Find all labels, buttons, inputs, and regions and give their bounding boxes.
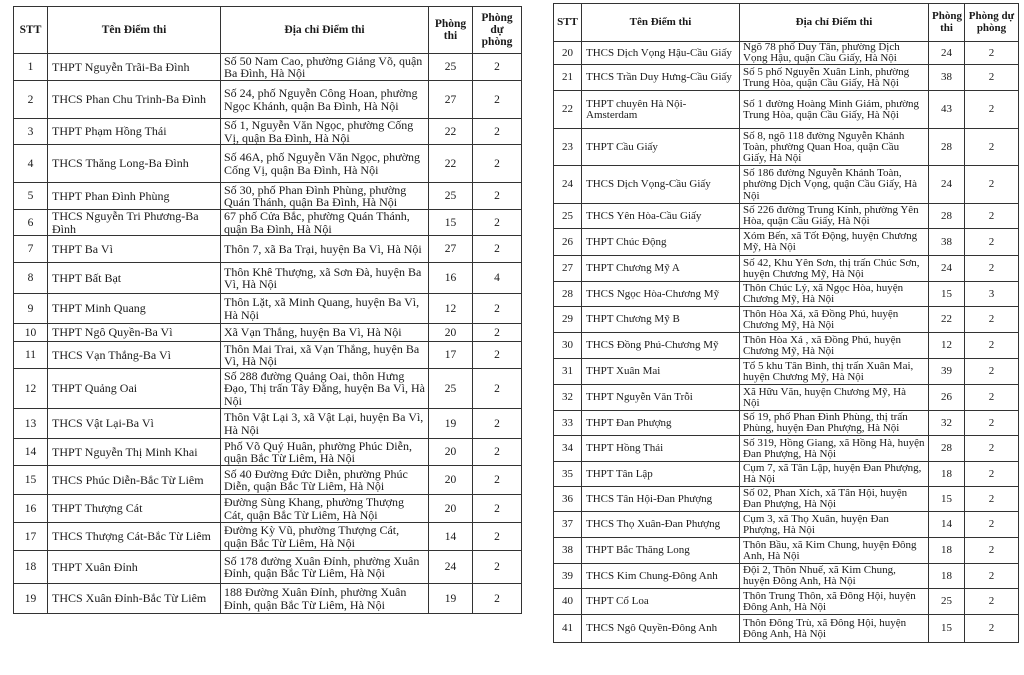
table-row bbox=[554, 307, 1019, 333]
rooms-cell: 24 bbox=[429, 551, 473, 584]
stt-cell: 17 bbox=[14, 523, 48, 551]
stt-cell: 5 bbox=[14, 183, 48, 210]
table-row bbox=[14, 466, 522, 495]
table-row bbox=[14, 183, 522, 210]
site-address-cell: Số 30, phố Phan Đình Phùng, phường Quán Thánh, quận Ba Đình, Hà Nội bbox=[221, 183, 429, 210]
stt-cell: 35 bbox=[554, 462, 582, 487]
site-address-cell: Thôn Hòa Xá, xã Đồng Phú, huyện Chương Mỹ, Hà Nội bbox=[740, 307, 929, 333]
table-row bbox=[14, 523, 522, 551]
site-address-cell: Số 8, ngõ 118 đường Nguyễn Khánh Toàn, phường Quan Hoa, quận Cầu Giấy, Hà Nội bbox=[740, 129, 929, 166]
site-address-cell: Tổ 5 khu Tân Bình, thị trấn Xuân Mai, huyện Chương Mỹ, Hà Nội bbox=[740, 359, 929, 385]
reserve-rooms-cell: 2 bbox=[473, 409, 522, 439]
reserve-rooms-cell: 2 bbox=[965, 307, 1019, 333]
site-address-cell: Phố Võ Quý Huân, phường Phúc Diễn, quận Bắc Từ Liêm, Hà Nội bbox=[221, 439, 429, 466]
header-address: Địa chỉ Điểm thi bbox=[740, 4, 929, 42]
site-name-cell: THPT Nguyễn Trãi-Ba Đình bbox=[48, 54, 221, 81]
stt-cell: 31 bbox=[554, 359, 582, 385]
header-row bbox=[14, 7, 522, 54]
reserve-rooms-cell: 2 bbox=[473, 342, 522, 369]
stt-cell: 11 bbox=[14, 342, 48, 369]
site-address-cell: Số 226 đường Trung Kính, phường Yên Hòa, quận Cầu Giấy, Hà Nội bbox=[740, 204, 929, 229]
table-row bbox=[14, 54, 522, 81]
site-address-cell: Đường Kỳ Vũ, phường Thượng Cát, quận Bắc Từ Liêm, Hà Nội bbox=[221, 523, 429, 551]
site-name-cell: THCS Dịch Vọng-Cầu Giấy bbox=[582, 166, 740, 204]
table-row bbox=[554, 512, 1019, 538]
rooms-cell: 38 bbox=[929, 229, 965, 256]
stt-cell: 29 bbox=[554, 307, 582, 333]
reserve-rooms-cell: 2 bbox=[965, 333, 1019, 359]
site-address-cell: Thôn Bầu, xã Kim Chung, huyện Đông Anh, Hà Nội bbox=[740, 538, 929, 564]
rooms-cell: 25 bbox=[429, 54, 473, 81]
stt-cell: 28 bbox=[554, 282, 582, 307]
reserve-rooms-cell: 2 bbox=[965, 256, 1019, 282]
reserve-rooms-cell: 2 bbox=[473, 551, 522, 584]
left-table-panel bbox=[13, 6, 521, 614]
reserve-rooms-cell: 2 bbox=[473, 439, 522, 466]
table-row bbox=[554, 411, 1019, 436]
reserve-rooms-cell: 2 bbox=[965, 385, 1019, 411]
stt-cell: 41 bbox=[554, 615, 582, 643]
site-address-cell: Số 1 đường Hoàng Minh Giám, phường Trung Hòa, quận Cầu Giấy, Hà Nội bbox=[740, 91, 929, 129]
rooms-cell: 14 bbox=[929, 512, 965, 538]
site-name-cell: THCS Xuân Đỉnh-Bắc Từ Liêm bbox=[48, 584, 221, 614]
rooms-cell: 15 bbox=[929, 487, 965, 512]
reserve-rooms-cell: 2 bbox=[473, 210, 522, 236]
table-row bbox=[14, 210, 522, 236]
reserve-rooms-cell: 2 bbox=[965, 229, 1019, 256]
site-address-cell: 67 phố Cửa Bắc, phường Quán Thánh, quận Ba Đình, Hà Nội bbox=[221, 210, 429, 236]
site-name-cell: THCS Trần Duy Hưng-Cầu Giấy bbox=[582, 65, 740, 91]
reserve-rooms-cell: 2 bbox=[473, 119, 522, 145]
site-address-cell: Thôn Mai Trai, xã Vạn Thắng, huyện Ba Vì, Hà Nội bbox=[221, 342, 429, 369]
site-name-cell: THCS Phúc Diễn-Bắc Từ Liêm bbox=[48, 466, 221, 495]
reserve-rooms-cell: 2 bbox=[473, 236, 522, 263]
site-address-cell: Ngõ 78 phố Duy Tân, phường Dịch Vọng Hậu, quận Cầu Giấy, Hà Nội bbox=[740, 42, 929, 65]
rooms-cell: 24 bbox=[929, 256, 965, 282]
table-row bbox=[554, 65, 1019, 91]
rooms-cell: 22 bbox=[429, 145, 473, 183]
table-row bbox=[14, 369, 522, 409]
stt-cell: 24 bbox=[554, 166, 582, 204]
site-address-cell: Thôn Vật Lại 3, xã Vật Lại, huyện Ba Vì, Hà Nội bbox=[221, 409, 429, 439]
site-address-cell: Đường Sùng Khang, phường Thượng Cát, quận Bắc Từ Liêm, Hà Nội bbox=[221, 495, 429, 523]
site-name-cell: THPT Cổ Loa bbox=[582, 589, 740, 615]
reserve-rooms-cell: 2 bbox=[965, 42, 1019, 65]
table-row bbox=[554, 282, 1019, 307]
site-name-cell: THCS Ngọc Hòa-Chương Mỹ bbox=[582, 282, 740, 307]
site-name-cell: THCS Kim Chung-Đông Anh bbox=[582, 564, 740, 589]
site-address-cell: Số 319, Hồng Giang, xã Hồng Hà, huyện Đan Phượng, Hà Nội bbox=[740, 436, 929, 462]
reserve-rooms-cell: 2 bbox=[965, 564, 1019, 589]
header-name: Tên Điểm thi bbox=[582, 4, 740, 42]
site-address-cell: Số 1, Nguyễn Văn Ngọc, phường Cống Vị, quận Ba Đình, Hà Nội bbox=[221, 119, 429, 145]
site-name-cell: THPT Nguyễn Thị Minh Khai bbox=[48, 439, 221, 466]
reserve-rooms-cell: 2 bbox=[965, 359, 1019, 385]
rooms-cell: 20 bbox=[429, 495, 473, 523]
table-row bbox=[14, 145, 522, 183]
site-name-cell: THPT Đan Phượng bbox=[582, 411, 740, 436]
reserve-rooms-cell: 2 bbox=[473, 81, 522, 119]
site-name-cell: THPT Xuân Mai bbox=[582, 359, 740, 385]
rooms-cell: 27 bbox=[429, 236, 473, 263]
stt-cell: 25 bbox=[554, 204, 582, 229]
reserve-rooms-cell: 2 bbox=[965, 538, 1019, 564]
stt-cell: 1 bbox=[14, 54, 48, 81]
site-name-cell: THCS Nguyễn Tri Phương-Ba Đình bbox=[48, 210, 221, 236]
reserve-rooms-cell: 2 bbox=[965, 129, 1019, 166]
site-name-cell: THPT Cầu Giấy bbox=[582, 129, 740, 166]
site-address-cell: Số 5 phố Nguyễn Xuân Linh, phường Trung Hòa, quận Cầu Giấy, Hà Nội bbox=[740, 65, 929, 91]
table-row bbox=[14, 324, 522, 342]
header-stt: STT bbox=[14, 7, 48, 54]
stt-cell: 32 bbox=[554, 385, 582, 411]
stt-cell: 40 bbox=[554, 589, 582, 615]
rooms-cell: 25 bbox=[929, 589, 965, 615]
site-name-cell: THPT Tân Lập bbox=[582, 462, 740, 487]
site-address-cell: Thôn Hòa Xá , xã Đồng Phú, huyện Chương Mỹ, Hà Nội bbox=[740, 333, 929, 359]
stt-cell: 14 bbox=[14, 439, 48, 466]
rooms-cell: 19 bbox=[429, 584, 473, 614]
rooms-cell: 15 bbox=[429, 210, 473, 236]
table-row bbox=[554, 615, 1019, 643]
header-reserve: Phòng dự phòng bbox=[473, 7, 522, 54]
rooms-cell: 43 bbox=[929, 91, 965, 129]
stt-cell: 37 bbox=[554, 512, 582, 538]
reserve-rooms-cell: 2 bbox=[965, 487, 1019, 512]
stt-cell: 36 bbox=[554, 487, 582, 512]
site-address-cell: Số 24, phố Nguyễn Công Hoan, phường Ngọc Khánh, quận Ba Đình, Hà Nội bbox=[221, 81, 429, 119]
stt-cell: 13 bbox=[14, 409, 48, 439]
stt-cell: 3 bbox=[14, 119, 48, 145]
site-name-cell: THPT Quảng Oai bbox=[48, 369, 221, 409]
header-address: Địa chỉ Điểm thi bbox=[221, 7, 429, 54]
reserve-rooms-cell: 2 bbox=[965, 65, 1019, 91]
rooms-cell: 27 bbox=[429, 81, 473, 119]
header-name: Tên Điểm thi bbox=[48, 7, 221, 54]
header-rooms: Phòng thi bbox=[429, 7, 473, 54]
table-row bbox=[14, 263, 522, 294]
site-name-cell: THCS Vạn Thắng-Ba Vì bbox=[48, 342, 221, 369]
site-name-cell: THCS Dịch Vọng Hậu-Cầu Giấy bbox=[582, 42, 740, 65]
reserve-rooms-cell: 2 bbox=[473, 584, 522, 614]
site-name-cell: THCS Yên Hòa-Cầu Giấy bbox=[582, 204, 740, 229]
table-row bbox=[554, 462, 1019, 487]
site-address-cell: Thôn Khê Thượng, xã Sơn Đà, huyện Ba Vì, Hà Nội bbox=[221, 263, 429, 294]
table-row bbox=[554, 436, 1019, 462]
table-row bbox=[554, 42, 1019, 65]
header-stt: STT bbox=[554, 4, 582, 42]
stt-cell: 8 bbox=[14, 263, 48, 294]
site-address-cell: 188 Đường Xuân Đỉnh, phường Xuân Đỉnh, quận Bắc Từ Liêm, Hà Nội bbox=[221, 584, 429, 614]
right-table-panel bbox=[553, 3, 1018, 643]
site-address-cell: Đội 2, Thôn Nhuế, xã Kim Chung, huyện Đông Anh, Hà Nội bbox=[740, 564, 929, 589]
table-row bbox=[14, 551, 522, 584]
rooms-cell: 28 bbox=[929, 436, 965, 462]
table-row bbox=[14, 236, 522, 263]
stt-cell: 22 bbox=[554, 91, 582, 129]
reserve-rooms-cell: 2 bbox=[473, 523, 522, 551]
header-reserve: Phòng dự phòng bbox=[965, 4, 1019, 42]
site-name-cell: THPT Ngô Quyền-Ba Vì bbox=[48, 324, 221, 342]
site-address-cell: Số 178 đường Xuân Đỉnh, phường Xuân Đỉnh, quận Bắc Từ Liêm, Hà Nội bbox=[221, 551, 429, 584]
reserve-rooms-cell: 2 bbox=[965, 204, 1019, 229]
rooms-cell: 28 bbox=[929, 129, 965, 166]
site-address-cell: Cụm 3, xã Thọ Xuân, huyện Đan Phượng, Hà Nội bbox=[740, 512, 929, 538]
stt-cell: 21 bbox=[554, 65, 582, 91]
header-row bbox=[554, 4, 1019, 42]
stt-cell: 12 bbox=[14, 369, 48, 409]
table-row bbox=[554, 129, 1019, 166]
site-address-cell: Số 46A, phố Nguyễn Văn Ngọc, phường Cống Vị, quận Ba Đình, Hà Nội bbox=[221, 145, 429, 183]
site-address-cell: Xã Vạn Thắng, huyện Ba Vì, Hà Nội bbox=[221, 324, 429, 342]
site-name-cell: THCS Đồng Phú-Chương Mỹ bbox=[582, 333, 740, 359]
reserve-rooms-cell: 2 bbox=[965, 91, 1019, 129]
stt-cell: 23 bbox=[554, 129, 582, 166]
table-row bbox=[554, 229, 1019, 256]
rooms-cell: 39 bbox=[929, 359, 965, 385]
site-address-cell: Thôn Lặt, xã Minh Quang, huyện Ba Vì, Hà Nội bbox=[221, 294, 429, 324]
table-row bbox=[14, 119, 522, 145]
rooms-cell: 28 bbox=[929, 204, 965, 229]
site-address-cell: Thôn Đông Trù, xã Đông Hội, huyện Đông Anh, Hà Nội bbox=[740, 615, 929, 643]
rooms-cell: 20 bbox=[429, 324, 473, 342]
site-name-cell: THCS Phan Chu Trinh-Ba Đình bbox=[48, 81, 221, 119]
rooms-cell: 19 bbox=[429, 409, 473, 439]
reserve-rooms-cell: 2 bbox=[473, 294, 522, 324]
site-name-cell: THPT Ba Vì bbox=[48, 236, 221, 263]
rooms-cell: 38 bbox=[929, 65, 965, 91]
rooms-cell: 17 bbox=[429, 342, 473, 369]
stt-cell: 18 bbox=[14, 551, 48, 584]
reserve-rooms-cell: 2 bbox=[473, 466, 522, 495]
stt-cell: 10 bbox=[14, 324, 48, 342]
site-name-cell: THPT Nguyễn Văn Trỗi bbox=[582, 385, 740, 411]
exam-sites-table-left bbox=[13, 6, 522, 614]
rooms-cell: 20 bbox=[429, 466, 473, 495]
rooms-cell: 18 bbox=[929, 462, 965, 487]
reserve-rooms-cell: 2 bbox=[473, 369, 522, 409]
rooms-cell: 14 bbox=[429, 523, 473, 551]
table-row bbox=[14, 81, 522, 119]
reserve-rooms-cell: 2 bbox=[965, 589, 1019, 615]
site-name-cell: THCS Thăng Long-Ba Đình bbox=[48, 145, 221, 183]
reserve-rooms-cell: 2 bbox=[473, 183, 522, 210]
reserve-rooms-cell: 2 bbox=[965, 411, 1019, 436]
stt-cell: 2 bbox=[14, 81, 48, 119]
table-row bbox=[554, 204, 1019, 229]
site-name-cell: THPT Phạm Hồng Thái bbox=[48, 119, 221, 145]
site-address-cell: Xã Hữu Văn, huyện Chương Mỹ, Hà Nội bbox=[740, 385, 929, 411]
table-row bbox=[554, 166, 1019, 204]
table-row bbox=[554, 91, 1019, 129]
site-address-cell: Số 186 đường Nguyễn Khánh Toàn, phường Dịch Vọng, quận Cầu Giấy, Hà Nội bbox=[740, 166, 929, 204]
rooms-cell: 32 bbox=[929, 411, 965, 436]
table-row bbox=[554, 564, 1019, 589]
rooms-cell: 18 bbox=[929, 538, 965, 564]
site-name-cell: THPT Bắc Thăng Long bbox=[582, 538, 740, 564]
site-name-cell: THCS Tân Hội-Đan Phượng bbox=[582, 487, 740, 512]
reserve-rooms-cell: 2 bbox=[965, 166, 1019, 204]
stt-cell: 38 bbox=[554, 538, 582, 564]
table-row bbox=[14, 409, 522, 439]
table-row bbox=[14, 294, 522, 324]
rooms-cell: 22 bbox=[429, 119, 473, 145]
site-address-cell: Thôn Chúc Lý, xã Ngọc Hòa, huyện Chương Mỹ, Hà Nội bbox=[740, 282, 929, 307]
table-row bbox=[554, 333, 1019, 359]
site-name-cell: THPT Chúc Động bbox=[582, 229, 740, 256]
stt-cell: 7 bbox=[14, 236, 48, 263]
site-name-cell: THPT Xuân Đỉnh bbox=[48, 551, 221, 584]
site-address-cell: Cụm 7, xã Tân Lập, huyện Đan Phượng, Hà Nội bbox=[740, 462, 929, 487]
stt-cell: 33 bbox=[554, 411, 582, 436]
stt-cell: 15 bbox=[14, 466, 48, 495]
reserve-rooms-cell: 2 bbox=[965, 512, 1019, 538]
table-row bbox=[554, 487, 1019, 512]
stt-cell: 20 bbox=[554, 42, 582, 65]
site-name-cell: THCS Thọ Xuân-Đan Phượng bbox=[582, 512, 740, 538]
site-address-cell: Số 42, Khu Yên Sơn, thị trấn Chúc Sơn, huyện Chương Mỹ, Hà Nội bbox=[740, 256, 929, 282]
reserve-rooms-cell: 3 bbox=[965, 282, 1019, 307]
stt-cell: 4 bbox=[14, 145, 48, 183]
site-address-cell: Số 19, phố Phan Đình Phùng, thị trấn Phùng, huyện Đan Phượng, Hà Nội bbox=[740, 411, 929, 436]
stt-cell: 27 bbox=[554, 256, 582, 282]
stt-cell: 9 bbox=[14, 294, 48, 324]
rooms-cell: 26 bbox=[929, 385, 965, 411]
site-address-cell: Số 288 đường Quảng Oai, thôn Hưng Đạo, Thị trấn Tây Đằng, huyện Ba Vì, Hà Nội bbox=[221, 369, 429, 409]
site-name-cell: THPT Bất Bạt bbox=[48, 263, 221, 294]
rooms-cell: 22 bbox=[929, 307, 965, 333]
site-name-cell: THCS Ngô Quyền-Đông Anh bbox=[582, 615, 740, 643]
rooms-cell: 12 bbox=[429, 294, 473, 324]
rooms-cell: 15 bbox=[929, 282, 965, 307]
reserve-rooms-cell: 2 bbox=[965, 462, 1019, 487]
site-name-cell: THPT Hồng Thái bbox=[582, 436, 740, 462]
site-name-cell: THPT Phan Đình Phùng bbox=[48, 183, 221, 210]
stt-cell: 16 bbox=[14, 495, 48, 523]
table-row bbox=[554, 538, 1019, 564]
rooms-cell: 20 bbox=[429, 439, 473, 466]
site-address-cell: Thôn 7, xã Ba Trại, huyện Ba Vì, Hà Nội bbox=[221, 236, 429, 263]
stt-cell: 30 bbox=[554, 333, 582, 359]
site-name-cell: THPT chuyên Hà Nội-Amsterdam bbox=[582, 91, 740, 129]
rooms-cell: 24 bbox=[929, 166, 965, 204]
reserve-rooms-cell: 2 bbox=[965, 436, 1019, 462]
site-address-cell: Xóm Bến, xã Tốt Động, huyện Chương Mỹ, Hà Nội bbox=[740, 229, 929, 256]
site-address-cell: Số 50 Nam Cao, phường Giảng Võ, quận Ba Đình, Hà Nội bbox=[221, 54, 429, 81]
site-name-cell: THPT Thượng Cát bbox=[48, 495, 221, 523]
site-name-cell: THCS Thượng Cát-Bắc Từ Liêm bbox=[48, 523, 221, 551]
reserve-rooms-cell: 4 bbox=[473, 263, 522, 294]
rooms-cell: 15 bbox=[929, 615, 965, 643]
rooms-cell: 25 bbox=[429, 369, 473, 409]
site-name-cell: THPT Chương Mỹ A bbox=[582, 256, 740, 282]
table-row bbox=[554, 256, 1019, 282]
rooms-cell: 12 bbox=[929, 333, 965, 359]
header-rooms: Phòng thi bbox=[929, 4, 965, 42]
table-row bbox=[14, 439, 522, 466]
table-row bbox=[554, 385, 1019, 411]
site-address-cell: Số 02, Phan Xích, xã Tân Hội, huyện Đan Phượng, Hà Nội bbox=[740, 487, 929, 512]
site-address-cell: Thôn Trung Thôn, xã Đông Hội, huyện Đông Anh, Hà Nội bbox=[740, 589, 929, 615]
rooms-cell: 18 bbox=[929, 564, 965, 589]
rooms-cell: 16 bbox=[429, 263, 473, 294]
site-name-cell: THPT Minh Quang bbox=[48, 294, 221, 324]
table-row bbox=[14, 495, 522, 523]
table-row bbox=[14, 584, 522, 614]
table-row bbox=[14, 342, 522, 369]
site-name-cell: THCS Vật Lại-Ba Vì bbox=[48, 409, 221, 439]
stt-cell: 6 bbox=[14, 210, 48, 236]
reserve-rooms-cell: 2 bbox=[473, 495, 522, 523]
table-row bbox=[554, 589, 1019, 615]
table-row bbox=[554, 359, 1019, 385]
exam-sites-table-right bbox=[553, 3, 1019, 643]
stt-cell: 34 bbox=[554, 436, 582, 462]
stt-cell: 19 bbox=[14, 584, 48, 614]
reserve-rooms-cell: 2 bbox=[473, 324, 522, 342]
site-address-cell: Số 40 Đường Đức Diễn, phường Phúc Diễn, quận Bắc Từ Liêm, Hà Nội bbox=[221, 466, 429, 495]
reserve-rooms-cell: 2 bbox=[965, 615, 1019, 643]
rooms-cell: 24 bbox=[929, 42, 965, 65]
site-name-cell: THPT Chương Mỹ B bbox=[582, 307, 740, 333]
reserve-rooms-cell: 2 bbox=[473, 145, 522, 183]
stt-cell: 26 bbox=[554, 229, 582, 256]
reserve-rooms-cell: 2 bbox=[473, 54, 522, 81]
stt-cell: 39 bbox=[554, 564, 582, 589]
rooms-cell: 25 bbox=[429, 183, 473, 210]
